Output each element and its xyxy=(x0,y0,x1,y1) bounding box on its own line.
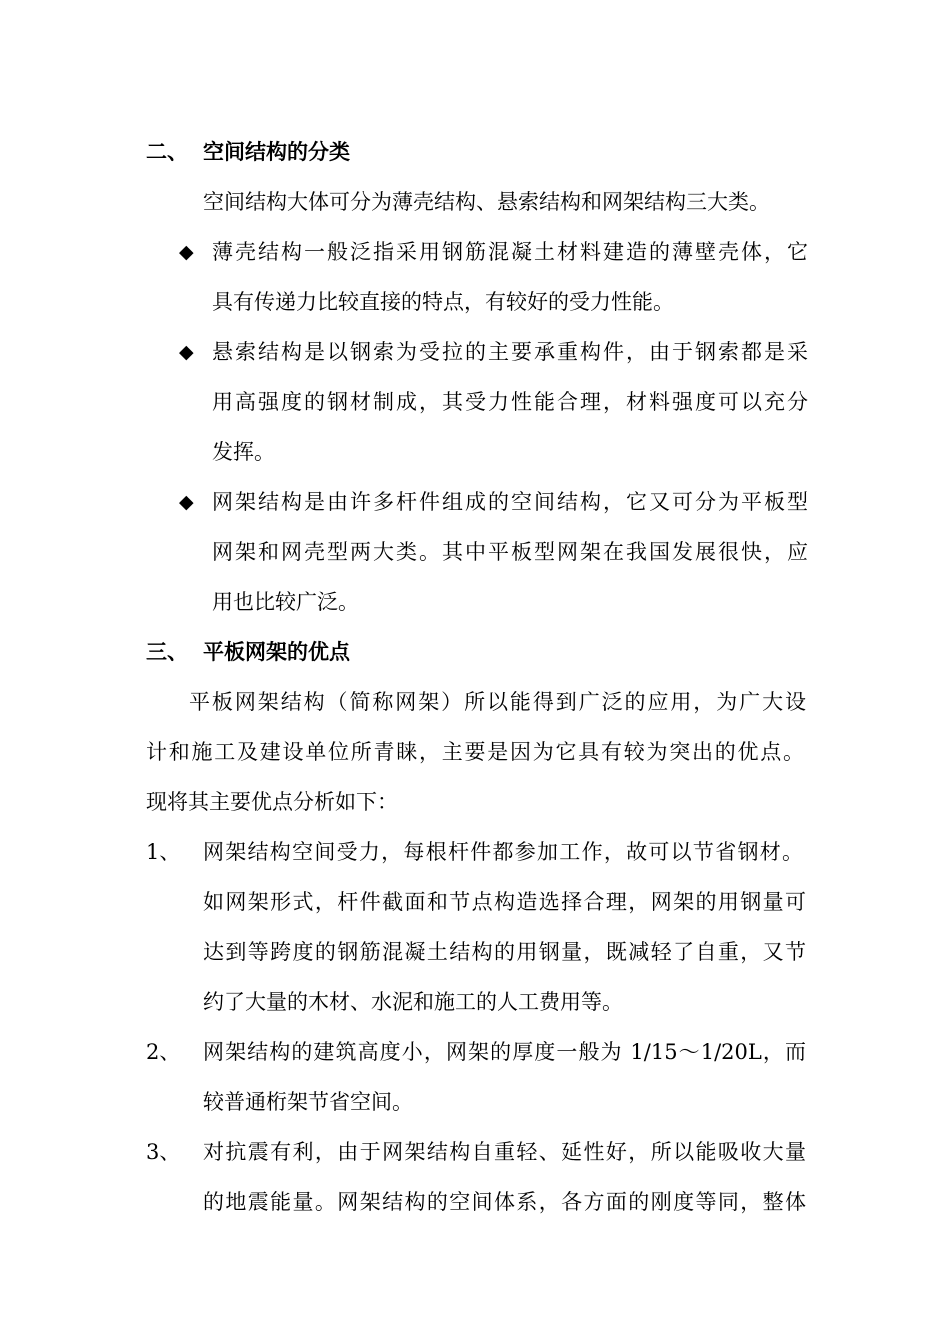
section-title: 空间结构的分类 xyxy=(203,139,350,164)
section-title: 平板网架的优点 xyxy=(203,639,350,664)
bullet-line: 用高强度的钢材制成，其受力性能合理，材料强度可以充分 xyxy=(212,390,808,414)
list-item-line: 网架结构的建筑高度小，网架的厚度一般为 1/15～1/20L，而 xyxy=(203,1040,806,1064)
bullet-line: 网架和网壳型两大类。其中平板型网架在我国发展很快，应 xyxy=(212,540,808,564)
bullet-line: 网架结构是由许多杆件组成的空间结构，它又可分为平板型 xyxy=(212,490,808,514)
section-number: 二、 xyxy=(146,139,188,164)
list-item-line: 的地震能量。网架结构的空间体系，各方面的刚度等同，整体 xyxy=(203,1190,806,1214)
bullet-line: 用也比较广泛。 xyxy=(212,590,359,614)
paragraph-line: 平板网架结构（简称网架）所以能得到广泛的应用，为广大设 xyxy=(189,690,806,714)
list-number: 1、 xyxy=(146,840,181,864)
list-item-line: 较普通桁架节省空间。 xyxy=(203,1090,413,1114)
diamond-bullet-icon: ◆ xyxy=(179,241,194,263)
section-number: 三、 xyxy=(146,639,188,664)
list-item-line: 如网架形式，杆件截面和节点构造选择合理，网架的用钢量可 xyxy=(203,890,806,914)
bullet-line: 具有传递力比较直接的特点，有较好的受力性能。 xyxy=(212,290,674,314)
list-number: 3、 xyxy=(146,1140,181,1164)
list-number: 2、 xyxy=(146,1040,181,1064)
list-item-line: 对抗震有利，由于网架结构自重轻、延性好，所以能吸收大量 xyxy=(203,1140,806,1164)
list-item-line: 达到等跨度的钢筋混凝土结构的用钢量，既减轻了自重，又节 xyxy=(203,940,806,964)
bullet-line: 悬索结构是以钢索为受拉的主要承重构件，由于钢索都是采 xyxy=(212,340,808,364)
bullet-line: 薄壳结构一般泛指采用钢筋混凝土材料建造的薄壁壳体，它 xyxy=(212,240,808,264)
list-item-line: 约了大量的木材、水泥和施工的人工费用等。 xyxy=(203,990,623,1014)
paragraph-line: 空间结构大体可分为薄壳结构、悬索结构和网架结构三大类。 xyxy=(203,190,770,214)
paragraph-line: 现将其主要优点分析如下： xyxy=(146,790,398,814)
paragraph-line: 计和施工及建设单位所青睐，主要是因为它具有较为突出的优点。 xyxy=(146,740,804,764)
list-item-line: 网架结构空间受力，每根杆件都参加工作，故可以节省钢材。 xyxy=(203,840,803,864)
bullet-line: 发挥。 xyxy=(212,440,275,464)
diamond-bullet-icon: ◆ xyxy=(179,491,194,513)
diamond-bullet-icon: ◆ xyxy=(179,341,194,363)
